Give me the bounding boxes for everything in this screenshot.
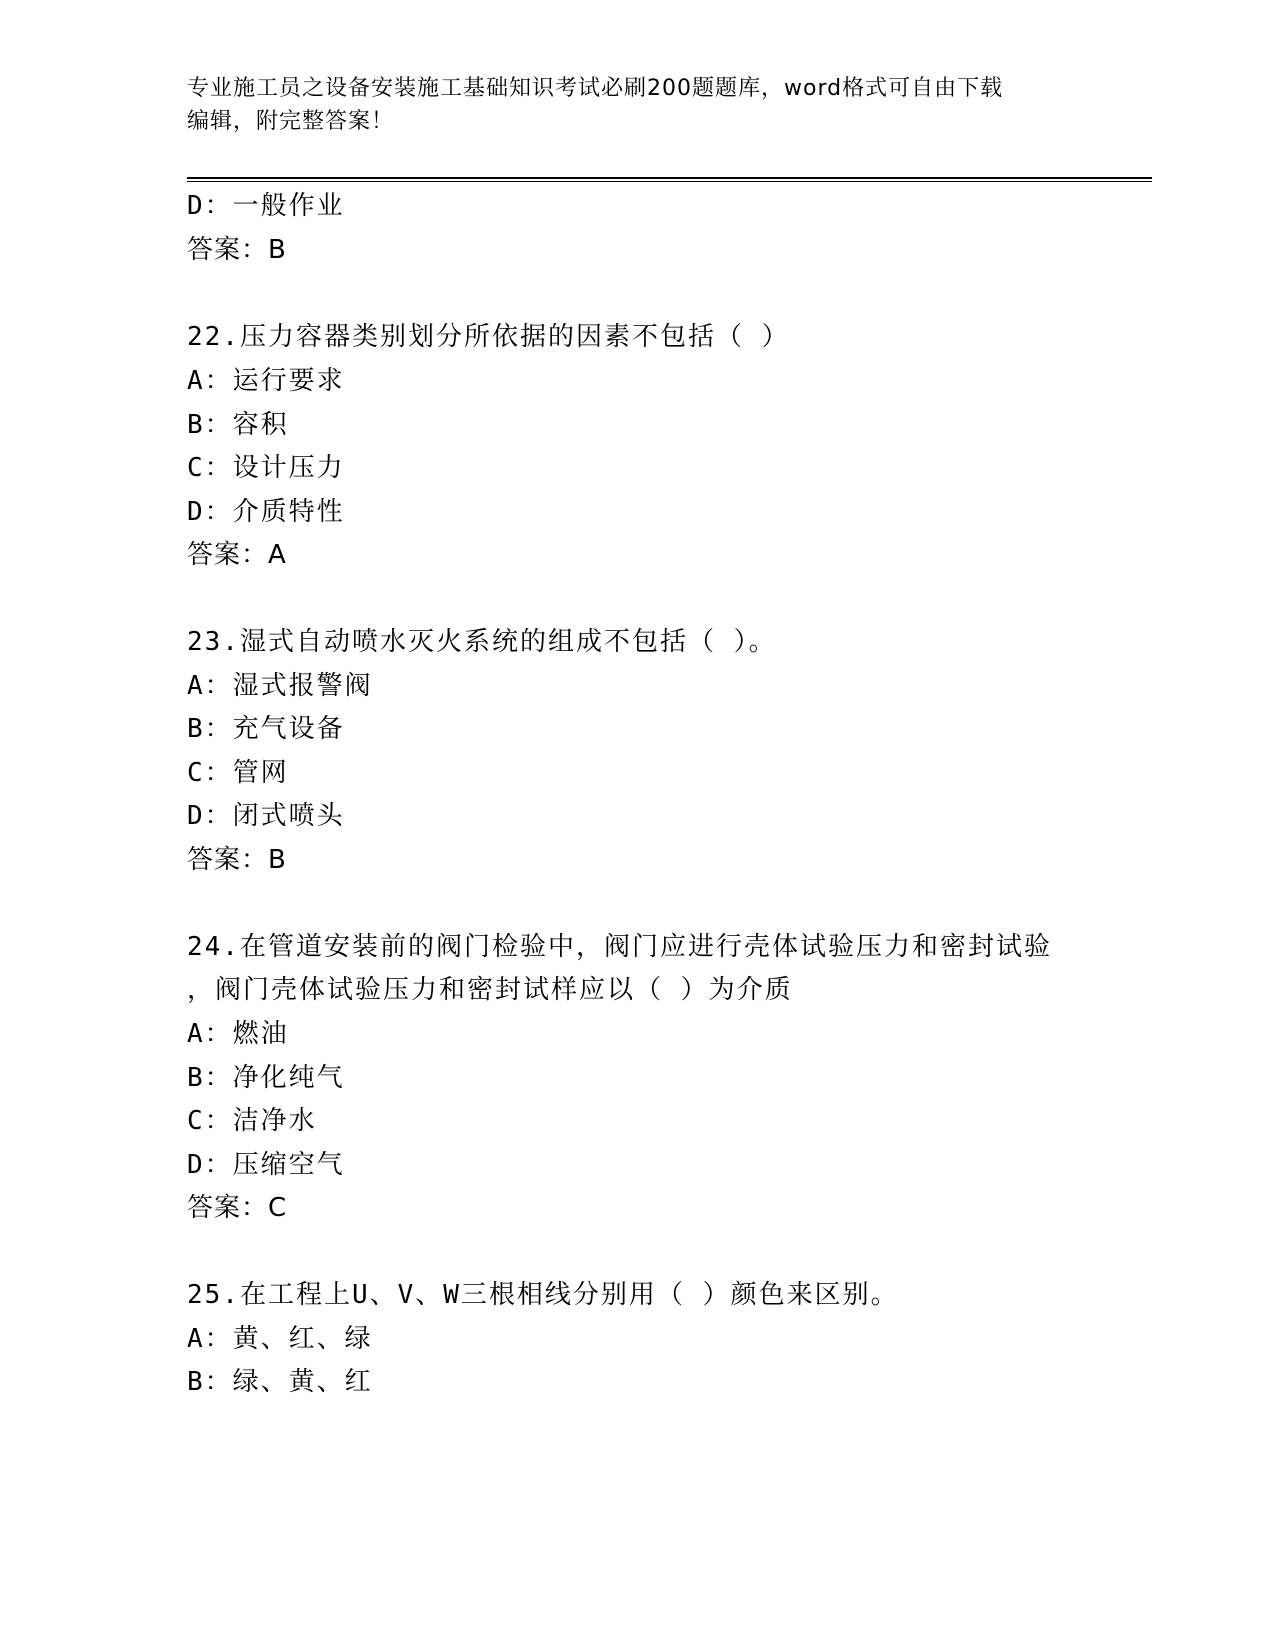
q23-option-d: D：闭式喷头 [187,801,345,831]
header-title-line-1: 专业施工员之设备安装施工基础知识考试必刷200题题库，word格式可自由下载 [187,76,1004,101]
q23-option-b: B：充气设备 [187,714,345,744]
header-title-line-2: 编辑，附完整答案！ [187,109,395,134]
q22-option-c: C：设计压力 [187,453,345,483]
q22-answer: 答案：A [187,540,287,570]
document-header [187,72,1087,138]
q23-question: 23.湿式自动喷水灭火系统的组成不包括（ ）。 [187,627,777,657]
q24-answer: 答案：C [187,1193,288,1223]
q25-option-b: B：绿、黄、红 [187,1367,373,1397]
q24-question-line-1: 24.在管道安装前的阀门检验中，阀门应进行壳体试验压力和密封试验 [187,932,1052,962]
q22-option-b: B：容积 [187,410,289,440]
q21-answer: 答案：B [187,235,287,265]
q24-option-b: B：净化纯气 [187,1063,345,1093]
q22-option-a: A：运行要求 [187,366,345,396]
q24-option-a: A：燃油 [187,1019,289,1049]
q23-answer: 答案：B [187,845,287,875]
q23-option-c: C：管网 [187,758,289,788]
header-divider-thick [187,177,1152,179]
q24-option-c: C：洁净水 [187,1106,317,1136]
header-divider-thin [187,181,1152,182]
q21-option-d: D：一般作业 [187,191,345,221]
q22-option-d: D：介质特性 [187,497,345,527]
q24-option-d: D：压缩空气 [187,1150,345,1180]
q25-question: 25.在工程上U、V、W三根相线分别用（ ）颜色来区别。 [187,1280,899,1310]
q24-question-line-2: ，阀门壳体试验压力和密封试样应以（ ）为介质 [187,975,793,1005]
q23-option-a: A：湿式报警阀 [187,671,373,701]
q22-question: 22.压力容器类别划分所依据的因素不包括（ ） [187,322,790,352]
q25-option-a: A：黄、红、绿 [187,1324,373,1354]
